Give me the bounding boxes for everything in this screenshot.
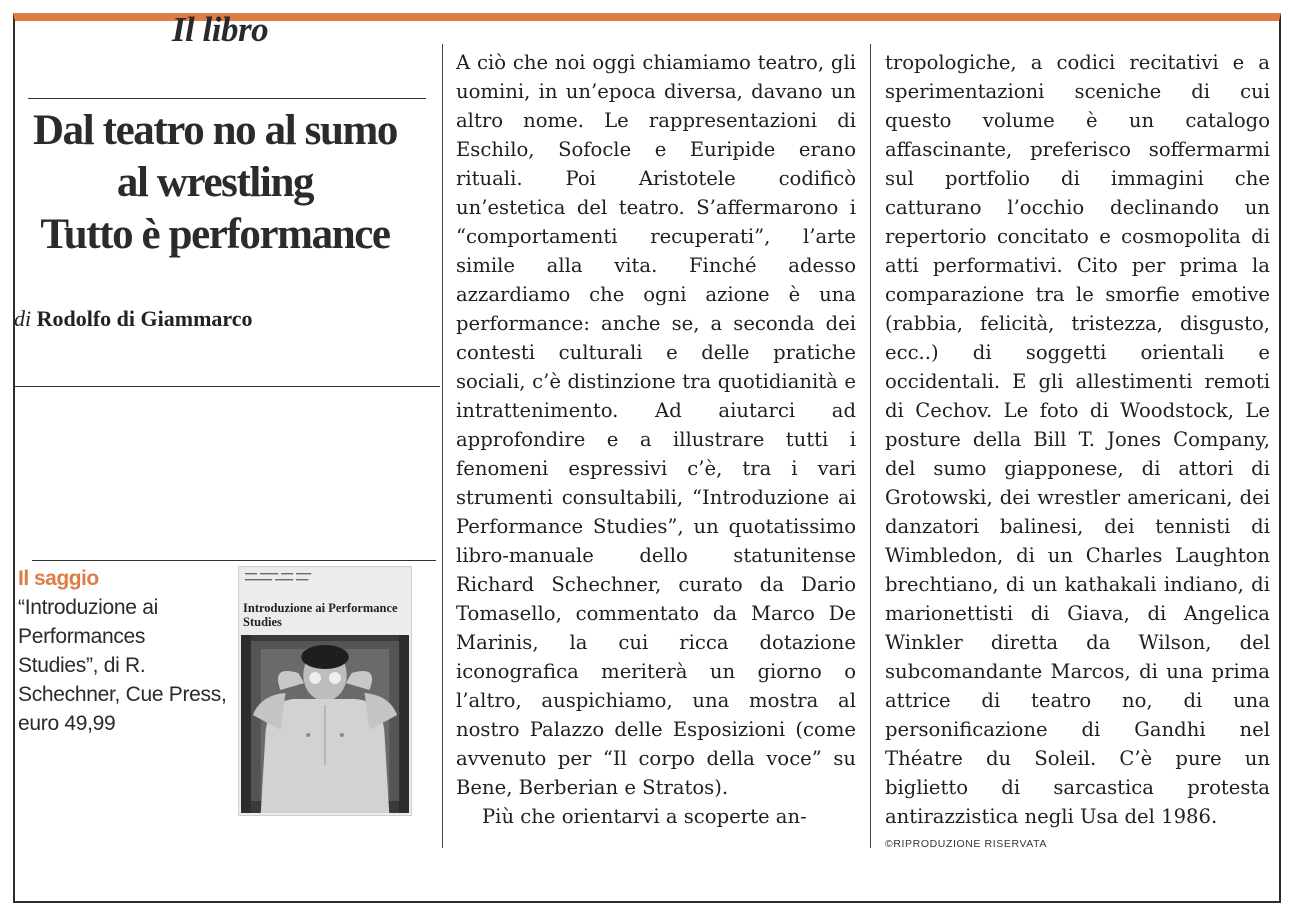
book-box-divider [32,560,436,561]
book-box-label: Il saggio [18,567,99,590]
byline-author: Rodolfo di Giammarco [36,306,253,331]
book-cover-image [238,566,412,816]
byline-divider [14,386,440,387]
column-divider-1 [442,44,443,848]
byline-prefix: di [14,306,32,331]
kicker-divider [28,98,426,99]
article-column-2 [885,48,1270,831]
headline-line-2: al wrestling [116,159,314,206]
cover-photo [241,635,409,813]
cover-credits-text: ▬▬▬▬ ▬▬▬▬▬▬ ▬▬▬▬ ▬▬▬▬▬ ▬▬▬▬▬▬▬▬▬ ▬▬▬▬▬▬ ▬▬▬▬ [245,571,312,583]
article-paragraph-2-continued: tropologiche, a codici recitativi e a sperimentazioni sceniche di cui questo volume è un catalogo affascinante, preferisco soffermarmi sul portfolio di immagini che catturano l’occhio declinando un repertorio concitato e cosmopolita di atti performativi. Cito per prima la comparazione tra le smorfie emotive (rabbia, felicità, tristezza, disgusto, ecc..) di soggetti orientali e occidentali. E gli allestimenti remoti di Cechov. Le foto di Woodstock, Le posture della Bill T. Jones Company, del sumo giapponese, di attori di Grotowski, dei wrestler americani, dei danzatori balinesi, dei tennisti di Wimbledon, di un Charles Laughton brechtiano, di un kathakali indiano, di marionettisti di Giava, di Angelica Winkler diretta da Wilson, del subcomandante Marcos, di una prima attrice di teatro no, di una personificazione di Gandhi nel Théatre du Soleil. C’è pure un biglietto di sarcastica protesta antirazzistica negli Usa del 1986. [885,51,1270,828]
headline-line-1: Dal teatro no al sumo [33,107,397,154]
article-paragraph-1: A ciò che noi oggi chiamiamo teatro, gli uomini, in un’epoca diversa, davano un altro nome. Le rappresentazioni di Eschilo, Sofocle e Euripide erano rituali. Poi Aristotele codificò un’estetica del teatro. S’affermarono i “comportamenti recuperati”, l’arte simile alla vita. Finché adesso azzardiamo che ogni azione è una performance: anche se, a seconda dei contesti culturali e delle pratiche sociali, c’è distinzione tra quotidianità e intrattenimento. Ad aiutarci ad approfondire e a illustrare tutti i fenomeni espressivi c’è, tra i vari strumenti consultabili, “Introduzione ai Performance Studies”, un quotatissimo libro-manuale dello statunitense Richard Schechner, curato da Dario Tomasello, commentato da Marco De Marinis, la cui ricca dotazione iconografica meriterà un giorno o l’altro, auspichiamo, una mostra al nostro Palazzo delle Esposizioni (come avvenuto per “Il corpo della voce” su Bene, Berberian e Stratos). [456,51,856,799]
headline-line-3: Tutto è performance [40,211,390,258]
column-divider-2 [870,44,871,848]
book-box-description: “Introduzione ai Performances Studies”, di R. Schechner, Cue Press, euro 49,99 [18,596,227,735]
article-column-1 [456,48,856,831]
cover-title: Introduzione ai Performance Studies [243,601,398,629]
section-kicker: Il libro [171,10,269,49]
article-paragraph-2-start: Più che orientarvi a scoperte an- [482,805,807,828]
copyright-notice: ©RIPRODUZIONE RISERVATA [885,838,1047,850]
book-box [18,565,228,738]
headline [0,105,430,261]
byline [14,306,253,332]
